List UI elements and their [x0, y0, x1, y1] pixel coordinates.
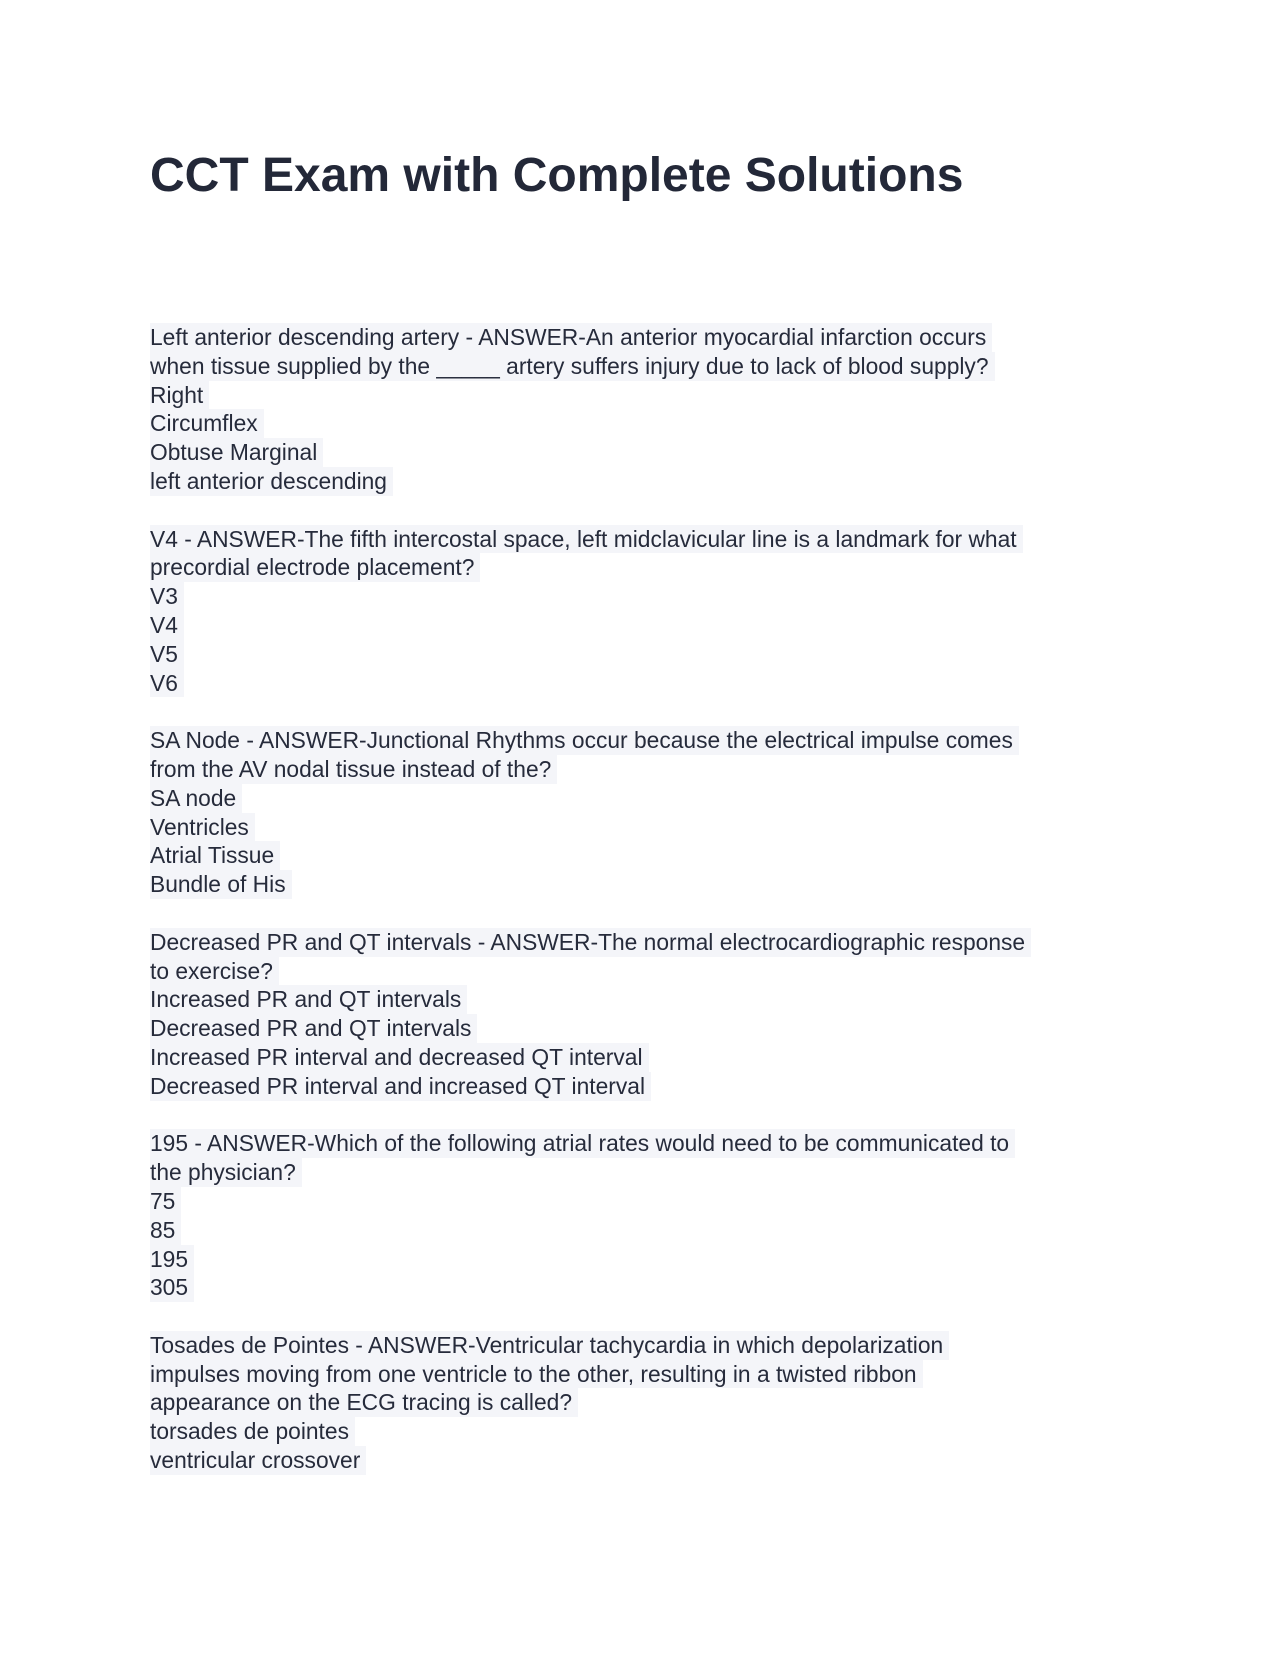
answer-option: Decreased PR interval and increased QT interval — [150, 1072, 651, 1101]
answer-option: Increased PR interval and decreased QT interval — [150, 1043, 649, 1072]
question-line: Decreased PR and QT intervals - ANSWER-The normal electrocardiographic response — [150, 928, 1031, 957]
answer-option: torsades de pointes — [150, 1417, 355, 1446]
answer-option: Right — [150, 381, 209, 410]
question-line: to exercise? — [150, 957, 279, 986]
answer-option: V5 — [150, 640, 184, 669]
answer-option: Increased PR and QT intervals — [150, 985, 467, 1014]
answer-option: Ventricles — [150, 813, 255, 842]
question-line: 195 - ANSWER-Which of the following atrial rates would need to be communicated to — [150, 1129, 1015, 1158]
qa-block-5 — [150, 1129, 1130, 1302]
answer-option: Circumflex — [150, 409, 264, 438]
question-line: Left anterior descending artery - ANSWER-An anterior myocardial infarction occurs — [150, 323, 992, 352]
question-line: appearance on the ECG tracing is called? — [150, 1388, 578, 1417]
answer-option: Obtuse Marginal — [150, 438, 323, 467]
question-line: precordial electrode placement? — [150, 553, 480, 582]
answer-option: V3 — [150, 582, 184, 611]
question-line: V4 - ANSWER-The fifth intercostal space, left midclavicular line is a landmark for what — [150, 525, 1023, 554]
answer-option: SA node — [150, 784, 242, 813]
answer-option: 85 — [150, 1216, 181, 1245]
question-line: the physician? — [150, 1158, 302, 1187]
question-line: SA Node - ANSWER-Junctional Rhythms occur because the electrical impulse comes — [150, 726, 1019, 755]
answer-option: 305 — [150, 1273, 194, 1302]
question-line: when tissue supplied by the _____ artery suffers injury due to lack of blood supply? — [150, 352, 995, 381]
question-line: Tosades de Pointes - ANSWER-Ventricular tachycardia in which depolarization — [150, 1331, 949, 1360]
qa-block-3 — [150, 726, 1130, 899]
answer-option: 195 — [150, 1245, 194, 1274]
question-line: from the AV nodal tissue instead of the? — [150, 755, 557, 784]
answer-option: Atrial Tissue — [150, 841, 280, 870]
answer-option: ventricular crossover — [150, 1446, 366, 1475]
qa-block-4 — [150, 928, 1130, 1101]
page-title: CCT Exam with Complete Solutions — [150, 149, 964, 202]
answer-option: Decreased PR and QT intervals — [150, 1014, 477, 1043]
answer-option: 75 — [150, 1187, 181, 1216]
answer-option: V6 — [150, 669, 184, 698]
qa-block-2 — [150, 525, 1130, 698]
qa-block-1 — [150, 323, 1130, 496]
qa-block-6 — [150, 1331, 1130, 1475]
qa-content — [150, 323, 1130, 1504]
answer-option: left anterior descending — [150, 467, 393, 496]
answer-option: Bundle of His — [150, 870, 292, 899]
answer-option: V4 — [150, 611, 184, 640]
question-line: impulses moving from one ventricle to the other, resulting in a twisted ribbon — [150, 1360, 923, 1389]
